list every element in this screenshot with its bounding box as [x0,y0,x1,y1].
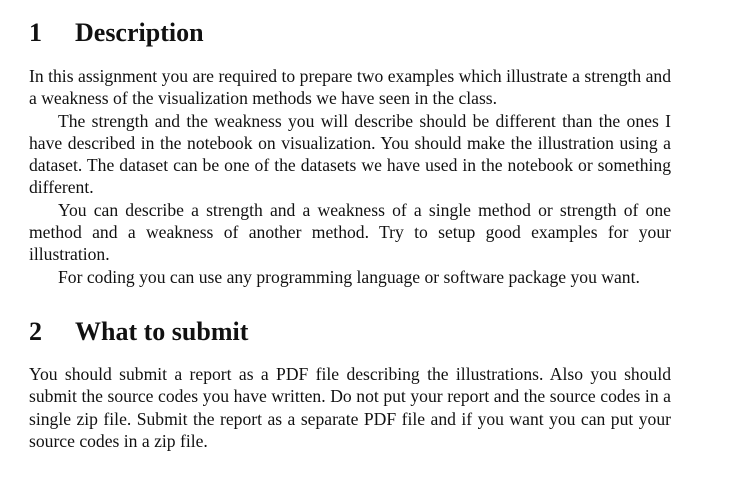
paragraph: The strength and the weakness you will describe should be different than the ones I have described in the notebook on visualization. You should make the illustration using a dataset. The dataset can be one of the datasets we have used in the notebook or something different. [29,110,671,198]
paragraph: You can describe a strength and a weakness of a single method or strength of one method and a weakness of another method. Try to setup good examples for your illustration. [29,199,671,265]
section-heading-what-to-submit [29,317,671,347]
paragraph: In this assignment you are required to prepare two examples which illustrate a strength and a weakness of the visualization methods we have seen in the class. [29,66,671,109]
section-heading-description [29,18,671,48]
section-body-what-to-submit [29,363,671,452]
paragraph: For coding you can use any programming language or software package you want. [58,266,640,287]
section-body-description [29,65,671,288]
section-title: Description [75,18,204,47]
section-title: What to submit [75,316,249,346]
section-number: 1 [29,18,42,47]
section-number: 2 [29,316,42,346]
paragraph: You should submit a report as a PDF file describing the illustrations. Also you should submit the source codes you have written. Do not put your report and the source codes in a single zip file. Submit the report as a separate PDF file and if you want you can put your source codes in a zip file. [29,363,671,451]
document-page [29,0,671,452]
